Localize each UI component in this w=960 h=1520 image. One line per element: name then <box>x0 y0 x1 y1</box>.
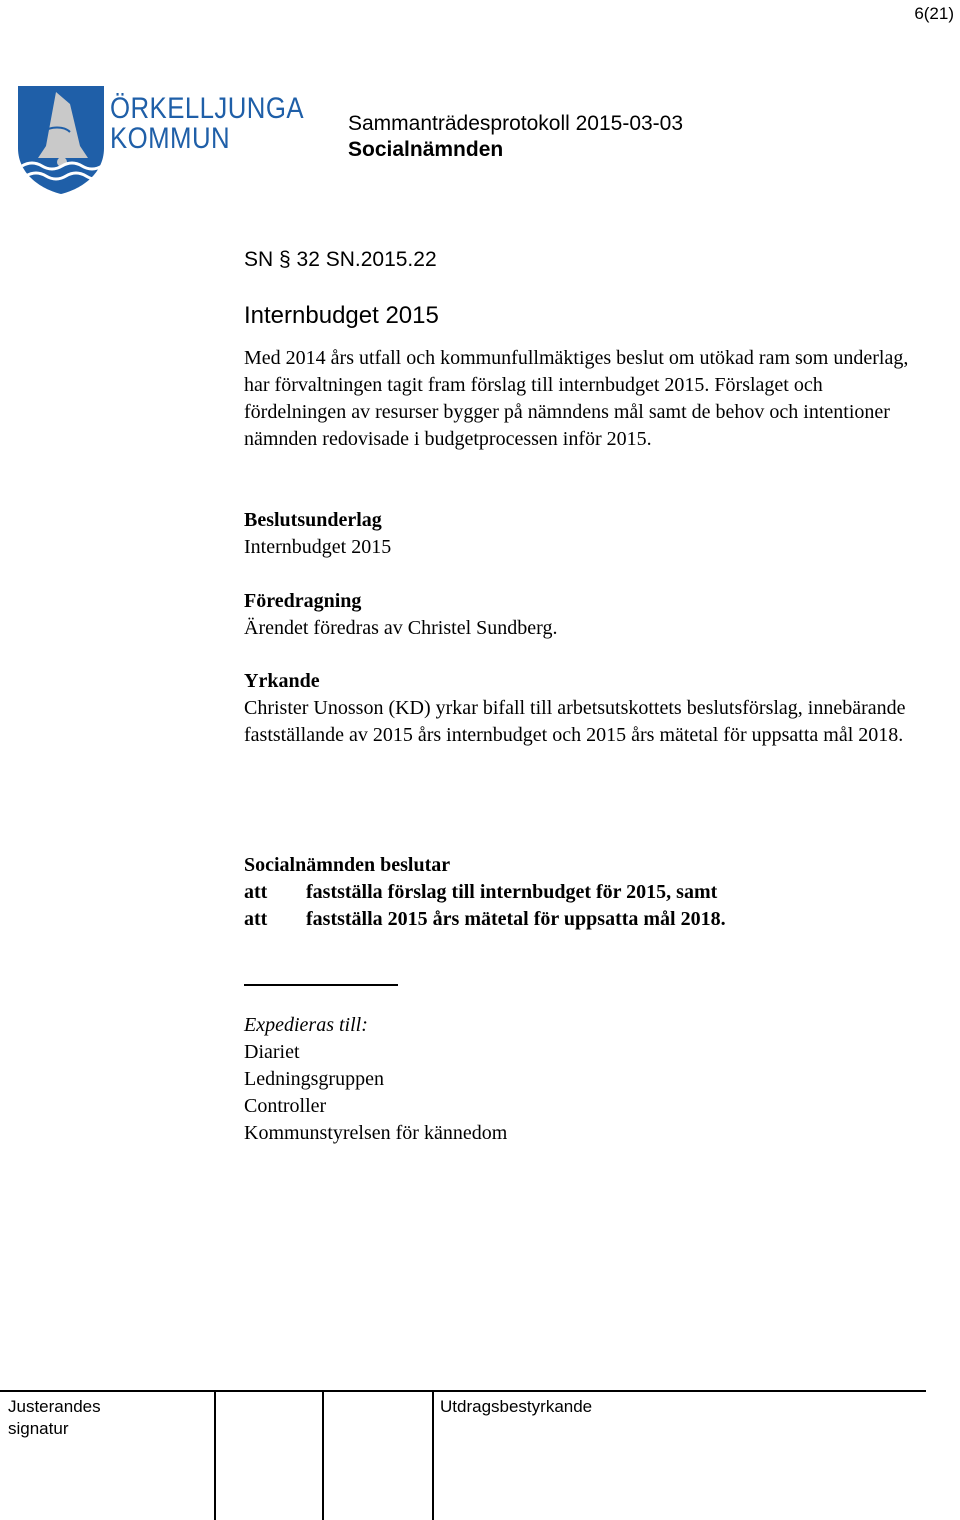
signature-box-divider <box>322 1390 324 1520</box>
intro-paragraph: Med 2014 års utfall och kommunfullmäktiges beslut om utökad ram som underlag, har förvaltningen tagit fram förslag till internbudget 2015. Förslaget och fördelningen av resurser bygger på nämndens mål samt de behov och intentioner nämnden redovisade i budgetprocessen inför 2015. <box>244 347 909 450</box>
distribution-recipient: Controller <box>244 1095 327 1117</box>
distribution-label: Expedieras till: <box>244 1014 368 1036</box>
protocol-title: Sammanträdesprotokoll 2015-03-03 <box>348 112 684 135</box>
decision-block <box>244 852 924 933</box>
divider <box>244 984 398 986</box>
section-text: Ärendet föredras av Christel Sundberg. <box>244 617 558 639</box>
label-line: Justerandes <box>8 1397 101 1416</box>
distribution-recipient: Ledningsgruppen <box>244 1068 384 1090</box>
justerandes-signatur-label <box>8 1396 101 1440</box>
section-beslutsunderlag <box>244 507 924 561</box>
distribution-recipient: Diariet <box>244 1041 300 1063</box>
decision-text: fastställa förslag till internbudget för 2015, samt <box>306 881 718 903</box>
utdragsbestyrkande-label: Utdragsbestyrkande <box>440 1397 593 1416</box>
section-text: Internbudget 2015 <box>244 536 392 558</box>
municipality-logo <box>18 86 304 196</box>
signature-footer <box>0 1390 960 1520</box>
footer-rule <box>0 1390 926 1392</box>
label-line: signatur <box>8 1419 69 1438</box>
decision-text: fastställa 2015 års mätetal för uppsatta mål 2018. <box>306 908 726 930</box>
logo-wordmark-line1: ÖRKELLJUNGA <box>110 92 304 125</box>
logo-wordmark-line2: KOMMUN <box>110 122 231 155</box>
section-label: Yrkande <box>244 670 320 692</box>
distribution-recipient: Kommunstyrelsen för kännedom <box>244 1122 508 1144</box>
distribution-list <box>244 1012 924 1147</box>
decision-item <box>244 879 924 906</box>
signature-box-divider <box>432 1390 434 1520</box>
section-yrkande <box>244 668 924 749</box>
case-heading: Internbudget 2015 <box>244 302 439 329</box>
section-text: Christer Unosson (KD) yrkar bifall till arbetsutskottets beslutsförslag, innebärande fastställande av 2015 års internbudget och 2015 års mätetal för uppsatta mål 2018. <box>244 697 906 746</box>
section-label: Föredragning <box>244 590 362 612</box>
att-word: att <box>244 881 268 903</box>
section-foredragning <box>244 588 924 642</box>
page-number: 6(21) <box>914 4 954 23</box>
decision-heading: Socialnämnden beslutar <box>244 854 451 876</box>
committee-name: Socialnämnden <box>348 138 504 161</box>
paragraph-reference: SN § 32 SN.2015.22 <box>244 248 437 271</box>
bell-on-waves-coat-of-arms-icon <box>18 86 104 194</box>
section-label: Beslutsunderlag <box>244 509 382 531</box>
decision-item <box>244 906 924 933</box>
signature-box-divider <box>214 1390 216 1520</box>
att-word: att <box>244 908 268 930</box>
